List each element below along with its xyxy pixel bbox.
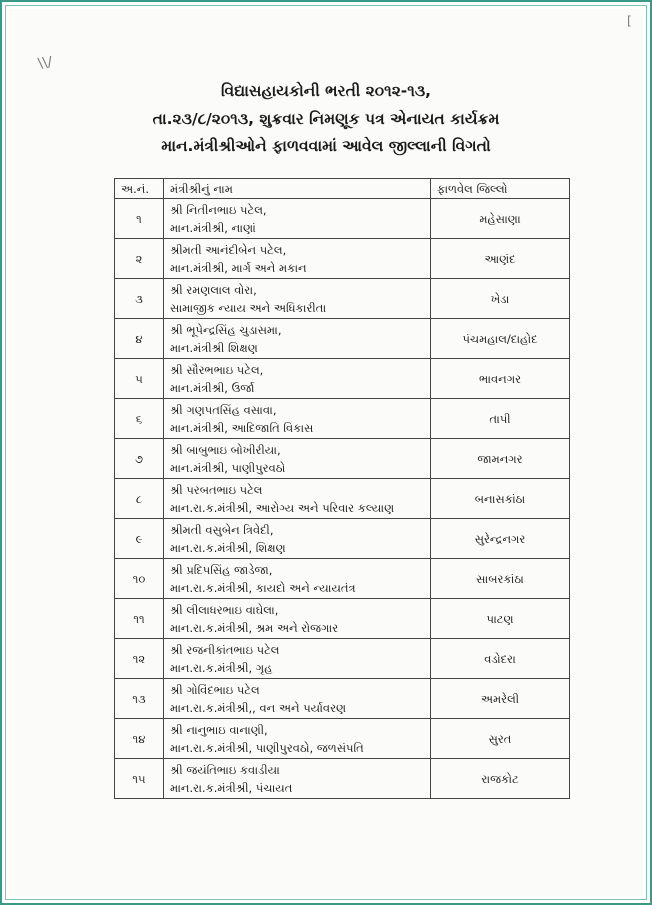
- table-row: [115, 679, 570, 719]
- district-cell: વડોદરા: [431, 639, 570, 679]
- table-header-row: [115, 179, 570, 199]
- minister-cell: [164, 399, 431, 439]
- pen-mark: \\/: [36, 54, 54, 72]
- minister-name: શ્રીમતી વસુબેન ત્રિવેદી,: [170, 522, 274, 537]
- district-cell: સુરત: [431, 719, 570, 759]
- minister-cell: [164, 359, 431, 399]
- serial-number-cell: ૨: [115, 239, 164, 279]
- serial-number-cell: ૭: [115, 439, 164, 479]
- minister-cell: [164, 759, 431, 799]
- table-row: [115, 439, 570, 479]
- minister-cell: [164, 639, 431, 679]
- district-cell: મહેસાણા: [431, 199, 570, 239]
- minister-name: શ્રી ગોવિંદભાઇ પટેલ: [170, 682, 260, 697]
- district-cell: બનાસકાંઠા: [431, 479, 570, 519]
- minister-cell: [164, 319, 431, 359]
- header-minister-name: મંત્રીશ્રીનું નામ: [164, 179, 431, 199]
- minister-name: શ્રી રજનીકાંતભાઇ પટેલ: [170, 642, 280, 657]
- table-row: [115, 519, 570, 559]
- table-row: [115, 279, 570, 319]
- serial-number-cell: ૧૪: [115, 719, 164, 759]
- minister-name: શ્રી ગણપતસિંહ વસાવા,: [170, 402, 277, 417]
- minister-portfolio: માન.મંત્રીશ્રી, પાણીપુરવઠો: [170, 460, 286, 475]
- serial-number-cell: ૬: [115, 399, 164, 439]
- minister-cell: [164, 239, 431, 279]
- minister-cell: [164, 519, 431, 559]
- minister-portfolio: માન.મંત્રીશ્રી, માર્ગ અને મકાન: [170, 260, 307, 275]
- serial-number-cell: ૧૨: [115, 639, 164, 679]
- minister-cell: [164, 599, 431, 639]
- table-row: [115, 239, 570, 279]
- document-title: વિદ્યાસહાયકોની ભરતી ૨૦૧૨-૧૩,: [220, 82, 432, 100]
- minister-portfolio: સામાજીક ન્યાય અને અધિકારીતા: [170, 300, 327, 315]
- minister-cell: [164, 719, 431, 759]
- table-row: [115, 359, 570, 399]
- district-cell: સાબરકાંઠા: [431, 559, 570, 599]
- serial-number-cell: ૧૫: [115, 759, 164, 799]
- document-subtitle: તા.૨૩/૮/૨૦૧૩, શુક્રવાર નિમણૂક પત્ર એનાયત કાર્યક્રમ: [152, 110, 500, 128]
- district-cell: સુરેન્દ્રનગર: [431, 519, 570, 559]
- minister-name: શ્રી ભૂપેન્દ્રસિંહ ચુડાસમા,: [170, 322, 282, 337]
- header-district: ફાળવેલ જિલ્લો: [431, 179, 570, 199]
- minister-portfolio: માન.રા.ક.મંત્રીશ્રી, શ્રમ અને રોજગાર: [170, 620, 339, 635]
- serial-number-cell: ૮: [115, 479, 164, 519]
- minister-cell: [164, 199, 431, 239]
- minister-portfolio: માન.રા.ક.મંત્રીશ્રી, પાણીપુરવઠો, જળસંપતિ: [170, 740, 364, 755]
- serial-number-cell: ૯: [115, 519, 164, 559]
- table-row: [115, 479, 570, 519]
- minister-name: શ્રી લીલાધરભાઇ વાઘેલા,: [170, 602, 279, 617]
- minister-name: શ્રી પ્રદિપસિંહ જાડેજા,: [170, 562, 273, 577]
- table-row: [115, 319, 570, 359]
- table-row: [115, 559, 570, 599]
- table-row: [115, 759, 570, 799]
- minister-portfolio: માન.રા.ક.મંત્રીશ્રી, કાયદો અને ન્યાયતંત્ર: [170, 580, 356, 595]
- minister-portfolio: માન.રા.ક.મંત્રીશ્રી, આરોગ્ય અને પરિવાર કલ્યાણ: [170, 500, 395, 515]
- district-cell: રાજકોટ: [431, 759, 570, 799]
- serial-number-cell: ૧: [115, 199, 164, 239]
- serial-number-cell: ૧૧: [115, 599, 164, 639]
- minister-cell: [164, 479, 431, 519]
- table-row: [115, 599, 570, 639]
- district-cell: પાટણ: [431, 599, 570, 639]
- district-cell: તાપી: [431, 399, 570, 439]
- serial-number-cell: ૧૩: [115, 679, 164, 719]
- minister-name: શ્રી નાનુભાઇ વાનાણી,: [170, 722, 268, 737]
- district-cell: આણંદ: [431, 239, 570, 279]
- minister-portfolio: માન.રા.ક.મંત્રીશ્રી, ગૃહ: [170, 660, 273, 675]
- table-body: [115, 199, 570, 799]
- district-cell: ભાવનગર: [431, 359, 570, 399]
- corner-mark: [: [627, 14, 632, 28]
- district-cell: પંચમહાલ/દાહોદ: [431, 319, 570, 359]
- minister-portfolio: માન.રા.ક.મંત્રીશ્રી, પંચાયત: [170, 780, 293, 795]
- minister-name: શ્રી બાબુભાઇ બોખીરીયા,: [170, 442, 281, 457]
- serial-number-cell: ૪: [115, 319, 164, 359]
- minister-name: શ્રી નિતીનભાઇ પટેલ,: [170, 202, 267, 217]
- minister-portfolio: માન.રા.ક.મંત્રીશ્રી, શિક્ષણ: [170, 540, 286, 555]
- minister-name: શ્રી સૌરભભાઇ પટેલ,: [170, 362, 264, 377]
- minister-name: શ્રી પરબતભાઇ પટેલ: [170, 482, 263, 497]
- table-row: [115, 199, 570, 239]
- minister-name: શ્રી જયંતિભાઇ કવાડીયા: [170, 762, 280, 777]
- district-cell: અમરેલી: [431, 679, 570, 719]
- table-row: [115, 639, 570, 679]
- minister-cell: [164, 559, 431, 599]
- serial-number-cell: ૫: [115, 359, 164, 399]
- table-row: [115, 399, 570, 439]
- district-cell: જામનગર: [431, 439, 570, 479]
- minister-name: શ્રીમતી આનંદીબેન પટેલ,: [170, 242, 287, 257]
- header-serial-number: અ.નં.: [115, 179, 164, 199]
- minister-cell: [164, 279, 431, 319]
- district-cell: ખેડા: [431, 279, 570, 319]
- minister-name: શ્રી રમણલાલ વોરા,: [170, 282, 257, 297]
- minister-portfolio: માન.મંત્રીશ્રી, ઉર્જા: [170, 380, 255, 395]
- table-row: [115, 719, 570, 759]
- minister-portfolio: માન.મંત્રીશ્રી, નાણાં: [170, 220, 256, 235]
- serial-number-cell: ૧૦: [115, 559, 164, 599]
- minister-portfolio: માન.રા.ક.મંત્રીશ્રી,, વન અને પર્યાવરણ: [170, 700, 347, 715]
- minister-portfolio: માન.મંત્રીશ્રી શિક્ષણ: [170, 340, 258, 355]
- serial-number-cell: ૩: [115, 279, 164, 319]
- minister-cell: [164, 439, 431, 479]
- minister-district-table: [114, 178, 570, 799]
- minister-portfolio: માન.મંત્રીશ્રી, આદિજાતિ વિકાસ: [170, 420, 314, 435]
- minister-cell: [164, 679, 431, 719]
- document-caption: માન.મંત્રીશ્રીઓને ફાળવવામાં આવેલ જીલ્લાની વિગતો: [161, 137, 491, 155]
